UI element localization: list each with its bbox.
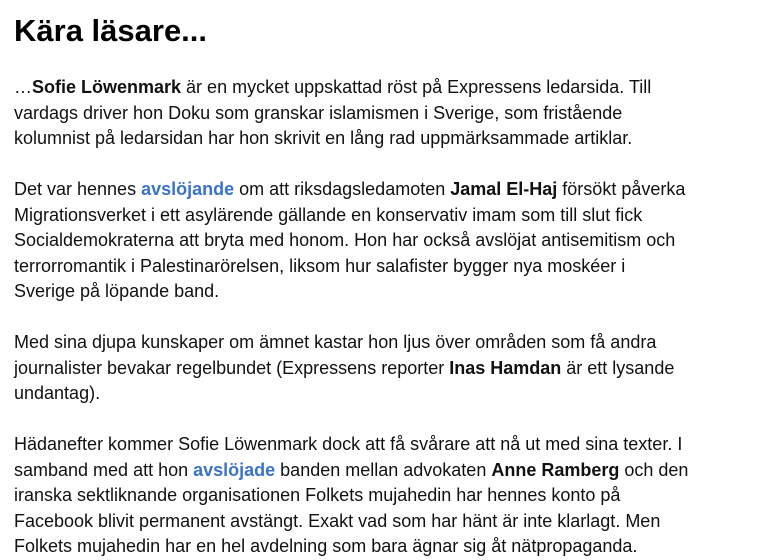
text-line bbox=[14, 458, 776, 484]
text-line: vardags driver hon Doku som granskar islamismen i Sverige, som fristående bbox=[14, 102, 623, 123]
text-segment: om att riksdagsledamoten bbox=[234, 179, 451, 199]
person-name: Anne Ramberg bbox=[491, 459, 620, 480]
text-segment: är ett lysande bbox=[561, 357, 675, 378]
text-line: undantag). bbox=[14, 383, 101, 403]
text-segment: Det var hennes bbox=[14, 179, 142, 199]
text-line: terrorromantik i Palestinarörelsen, liksom hur salafister bygger nya moskéer i bbox=[14, 255, 626, 276]
page-title: Kära läsare... bbox=[14, 13, 208, 48]
text-line: Hädanefter kommer Sofie Löwenmark dock att få svårare att nå ut med sina texter. I bbox=[14, 434, 683, 454]
person-name: Inas Hamdan bbox=[449, 357, 562, 378]
text-line: Socialdemokraterna att bryta med honom. Hon har också avslöjat antisemitism och bbox=[14, 230, 676, 250]
text-line bbox=[14, 75, 776, 101]
text-segment: och den bbox=[619, 459, 689, 480]
text-segment: försökt påverka bbox=[557, 179, 686, 199]
paragraph-expertise bbox=[14, 330, 776, 407]
paragraph-ban bbox=[14, 432, 776, 560]
text-line: kolumnist på ledarsidan har hon skrivit en lång rad uppmärksammade artiklar. bbox=[14, 128, 633, 148]
avslojade-link[interactable]: avslöjade bbox=[193, 459, 276, 480]
text-line: Folkets mujahedin har en hel avdelning som bara ägnar sig åt nätpropaganda. bbox=[14, 536, 638, 556]
text-segment: banden mellan advokaten bbox=[275, 459, 492, 480]
ellipsis: … bbox=[14, 77, 32, 97]
avslojande-link[interactable]: avslöjande bbox=[141, 179, 235, 199]
text-segment: samband med att hon bbox=[14, 459, 194, 480]
text-line: Migrationsverket i ett asylärende gällande en konservativ imam som till slut fick bbox=[14, 204, 643, 225]
text-line bbox=[14, 177, 776, 203]
text-line: iranska sektliknande organisationen Folkets mujahedin har hennes konto på bbox=[14, 485, 621, 505]
paragraph-revelation bbox=[14, 177, 776, 305]
text-segment: är en mycket uppskattad röst på Expressens ledarsida. Till bbox=[181, 77, 652, 97]
paragraph-intro bbox=[14, 75, 776, 152]
article bbox=[14, 0, 776, 560]
text-line bbox=[14, 356, 776, 382]
text-line: Sverige på löpande band. bbox=[14, 281, 220, 301]
author-name: Sofie Löwenmark bbox=[32, 77, 182, 97]
person-name: Jamal El-Haj bbox=[450, 179, 558, 199]
text-line: Facebook blivit permanent avstängt. Exakt vad som har hänt är inte klarlagt. Men bbox=[14, 510, 661, 531]
text-line: Med sina djupa kunskaper om ämnet kastar hon ljus över områden som få andra bbox=[14, 332, 657, 352]
text-segment: journalister bevakar regelbundet (Expressens reporter bbox=[14, 357, 450, 378]
